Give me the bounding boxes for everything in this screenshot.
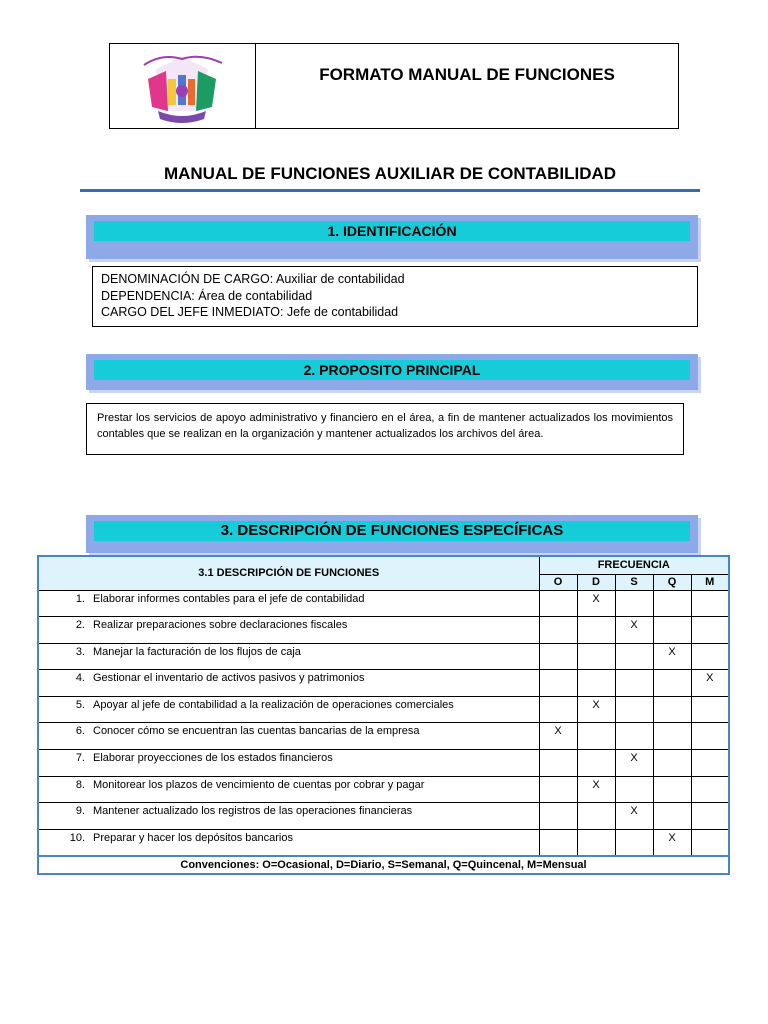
frequency-mark-cell: X [653,829,691,856]
function-text: Manejar la facturación de los flujos de caja [93,645,301,658]
frequency-mark-cell [615,643,653,670]
identification-line: DEPENDENCIA: Área de contabilidad [101,288,313,303]
frequency-mark-cell [577,670,615,697]
purpose-box: Prestar los servicios de apoyo administrativo y financiero en el área, a fin de mantener actualizados los movimientos contables que se realizan en la organización y mantener actualizados los archivos del área. [86,403,684,455]
logo-cell [110,44,256,128]
frequency-mark-cell: X [615,750,653,777]
frequency-mark-cell [691,696,729,723]
frequency-mark-cell [577,750,615,777]
frequency-mark-cell [615,776,653,803]
frequency-mark-cell [615,590,653,617]
frequency-mark-cell [539,829,577,856]
frequency-mark-cell [653,617,691,644]
frequency-mark-cell [539,750,577,777]
table-row [38,590,729,617]
function-number: 2. [75,619,85,632]
table-row [38,750,729,777]
frequency-mark-cell [653,723,691,750]
frequency-mark-cell: X [615,803,653,830]
frequency-mark-cell [577,723,615,750]
table-row [38,617,729,644]
identification-line: CARGO DEL JEFE INMEDIATO: Jefe de contabilidad [101,305,399,319]
frequency-mark-cell [653,803,691,830]
frequency-mark-cell: X [577,590,615,617]
function-number: 4. [75,672,85,685]
function-number: 9. [75,805,85,818]
table-row [38,723,729,750]
frequency-mark-cell [539,803,577,830]
frequency-mark-cell [691,776,729,803]
function-description-cell [38,617,539,644]
table-row [38,803,729,830]
function-description-cell [38,643,539,670]
page-title: MANUAL DE FUNCIONES AUXILIAR DE CONTABILIDAD [163,164,617,183]
function-description-cell [38,590,539,617]
frequency-mark-cell [615,723,653,750]
frequency-header: FRECUENCIA [539,556,729,574]
frequency-mark-cell [615,696,653,723]
frequency-mark-cell: X [653,643,691,670]
function-text: Elaborar proyecciones de los estados financieros [93,752,333,765]
section-banner-identification [86,215,698,259]
frequency-mark-cell: X [691,670,729,697]
function-text: Elaborar informes contables para el jefe de contabilidad [93,592,365,605]
table-row [38,776,729,803]
function-number: 1. [75,592,85,605]
frequency-mark-cell [691,617,729,644]
frequency-mark-cell [653,590,691,617]
frequency-mark-cell [539,617,577,644]
function-number: 8. [75,778,85,791]
function-text: Gestionar el inventario de activos pasivos y patrimonios [93,672,365,685]
title-divider [80,189,700,192]
company-logo [138,49,226,125]
table-title-cell: 3.1 DESCRIPCIÓN DE FUNCIONES [38,556,539,590]
frequency-mark-cell [653,696,691,723]
frequency-mark-cell [691,750,729,777]
function-text: Realizar preparaciones sobre declaraciones fiscales [93,619,348,632]
frequency-mark-cell: X [577,696,615,723]
function-description-cell [38,803,539,830]
function-number: 6. [75,725,85,738]
frequency-mark-cell [577,829,615,856]
section-heading-purpose: 2. PROPOSITO PRINCIPAL [94,360,690,380]
function-description-cell [38,750,539,777]
frequency-mark-cell [577,617,615,644]
function-description-cell [38,696,539,723]
frequency-mark-cell [691,803,729,830]
frequency-mark-cell [653,670,691,697]
section-banner-purpose [86,354,698,390]
section-heading-identification: 1. IDENTIFICACIÓN [94,221,690,241]
frequency-mark-cell [691,643,729,670]
frequency-mark-cell [691,829,729,856]
function-description-cell [38,723,539,750]
identification-box [92,266,698,327]
frequency-mark-cell [577,643,615,670]
function-text: Mantener actualizado los registros de las operaciones financieras [93,805,413,818]
frequency-mark-cell: X [577,776,615,803]
function-description-cell [38,670,539,697]
frequency-mark-cell: X [539,723,577,750]
function-number: 10. [69,831,85,844]
function-text: Preparar y hacer los depósitos bancarios [93,831,293,844]
frequency-mark-cell [539,696,577,723]
freq-column-header: S [615,574,653,590]
table-row [38,670,729,697]
function-number: 5. [75,698,85,711]
conventions-legend: Convenciones: O=Ocasional, D=Diario, S=Semanal, Q=Quincenal, M=Mensual [38,856,729,874]
function-text: Monitorear los plazos de vencimiento de cuentas por cobrar y pagar [93,778,425,791]
frequency-mark-cell [691,590,729,617]
frequency-mark-cell [539,670,577,697]
freq-column-header: Q [653,574,691,590]
freq-column-header: D [577,574,615,590]
function-number: 3. [75,645,85,658]
frequency-mark-cell [615,829,653,856]
freq-column-header: M [691,574,729,590]
frequency-mark-cell [539,590,577,617]
function-description-cell [38,776,539,803]
frequency-mark-cell [539,776,577,803]
frequency-mark-cell [691,723,729,750]
frequency-mark-cell [615,670,653,697]
document-header [109,43,679,129]
identification-line: DENOMINACIÓN DE CARGO: Auxiliar de contabilidad [101,272,405,286]
freq-column-header: O [539,574,577,590]
function-text: Conocer cómo se encuentran las cuentas bancarias de la empresa [93,725,420,738]
frequency-mark-cell [577,803,615,830]
table-row [38,696,729,723]
frequency-mark-cell: X [615,617,653,644]
section-heading-functions: 3. DESCRIPCIÓN DE FUNCIONES ESPECÍFICAS [94,521,690,541]
function-text: Apoyar al jefe de contabilidad a la realización de operaciones comerciales [93,698,454,711]
table-row [38,643,729,670]
function-number: 7. [75,752,85,765]
section-banner-functions [86,515,698,553]
table-row [38,829,729,856]
frequency-mark-cell [653,750,691,777]
frequency-mark-cell [653,776,691,803]
header-title: FORMATO MANUAL DE FUNCIONES [319,65,615,84]
frequency-mark-cell [539,643,577,670]
functions-table [37,555,730,875]
function-description-cell [38,829,539,856]
